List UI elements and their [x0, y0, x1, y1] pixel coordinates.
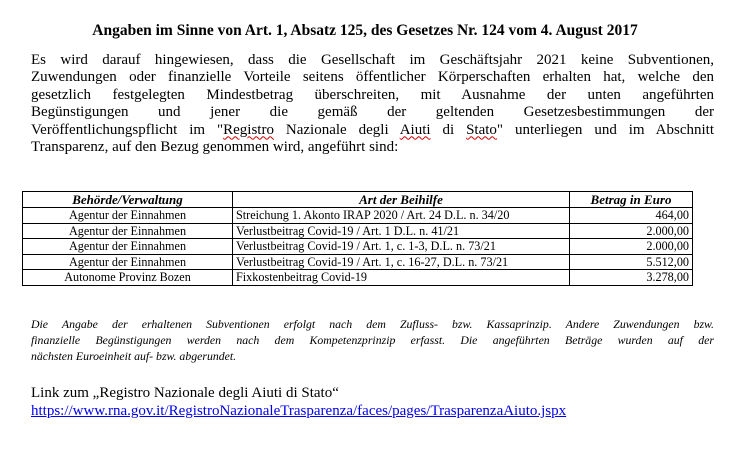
table-row: [23, 254, 693, 270]
cell-authority: Agentur der Einnahmen: [23, 223, 233, 239]
cell-authority: Agentur der Einnahmen: [23, 208, 233, 224]
cell-amount: 464,00: [570, 208, 693, 224]
cell-type: Verlustbeitrag Covid-19 / Art. 1, c. 1-3, D.L. n. 73/21: [233, 239, 570, 255]
intro-text: Nazionale degli: [285, 121, 389, 138]
table-row: [23, 239, 693, 255]
document-title: Angaben im Sinne von Art. 1, Absatz 125, des Gesetzes Nr. 124 vom 4. August 2017: [92, 22, 638, 39]
spellcheck-word: Aiuti: [399, 121, 431, 138]
link-label: Link zum „Registro Nazionale degli Aiuti di Stato“: [31, 385, 339, 401]
header-amount: Betrag in Euro: [570, 192, 693, 208]
intro-line: gesetzlich festgelegten Mindestbetrag überschreiten, mit Ausnahme der unten angeführten: [31, 86, 714, 103]
intro-line: Zuwendungen oder finanzielle Vorteile seitens öffentlicher Körperschaften erhalten hat, welche den: [31, 69, 714, 86]
intro-paragraph: [31, 52, 714, 156]
intro-line: Transparenz, auf den Bezug genommen wird, angeführt sind:: [31, 139, 399, 156]
table-row: [23, 208, 693, 224]
cell-type: Verlustbeitrag Covid-19 / Art. 1, c. 16-27, D.L. n. 73/21: [233, 254, 570, 270]
footnote-line: Die Angabe der erhaltenen Subventionen erfolgt nach dem Zufluss- bzw. Kassaprinzip. Andere Zuwendungen bzw.: [31, 317, 714, 331]
table-header-row: [23, 192, 693, 208]
header-type: Art der Beihilfe: [233, 192, 570, 208]
footnote-line: finanzielle Begünstigungen werden nach dem Kompetenzprinzip erfasst. Die angeführten Beträge wurden auf der: [31, 333, 714, 347]
cell-authority: Autonome Provinz Bozen: [23, 270, 233, 286]
table-row: [23, 223, 693, 239]
intro-line: [31, 122, 714, 139]
cell-amount: 2.000,00: [570, 239, 693, 255]
spellcheck-word: Registro: [223, 121, 274, 138]
header-authority: Behörde/Verwaltung: [23, 192, 233, 208]
intro-line: Begünstigungen und jener die gemäß der geltenden Gesetzesbestimmungen der: [31, 104, 714, 121]
cell-authority: Agentur der Einnahmen: [23, 254, 233, 270]
intro-text: " unterliegen und im Abschnitt: [496, 121, 715, 138]
table-row: [23, 270, 693, 286]
subsidies-table: [22, 191, 693, 286]
cell-type: Fixkostenbeitrag Covid-19: [233, 270, 570, 286]
registro-link[interactable]: https://www.rna.gov.it/RegistroNazionaleTrasparenza/faces/pages/TrasparenzaAiuto.jspx: [31, 403, 567, 419]
intro-text: Veröffentlichungspflicht im ": [31, 121, 224, 138]
cell-amount: 2.000,00: [570, 223, 693, 239]
cell-amount: 3.278,00: [570, 270, 693, 286]
cell-type: Verlustbeitrag Covid-19 / Art. 1 D.L. n. 41/21: [233, 223, 570, 239]
footnote: [31, 316, 714, 364]
intro-line: Es wird darauf hingewiesen, dass die Gesellschaft im Geschäftsjahr 2021 keine Subventionen,: [31, 52, 714, 68]
cell-authority: Agentur der Einnahmen: [23, 239, 233, 255]
footnote-line: nächsten Euroeinheit auf- bzw. abgerundet.: [31, 349, 237, 363]
cell-amount: 5.512,00: [570, 254, 693, 270]
cell-type: Streichung 1. Akonto IRAP 2020 / Art. 24 D.L. n. 34/20: [233, 208, 570, 224]
spellcheck-word: Stato: [466, 121, 497, 138]
intro-text: di: [442, 121, 455, 138]
